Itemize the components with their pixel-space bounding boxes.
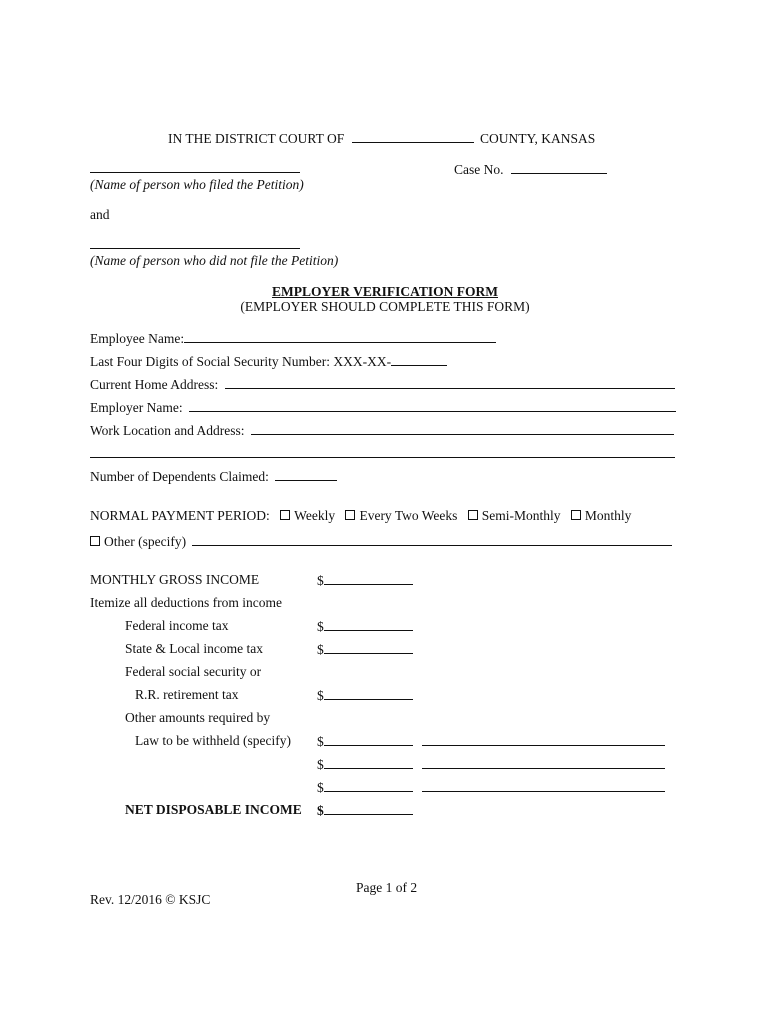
currency-symbol: $ [317,780,324,795]
other-amount-3 [317,779,413,796]
form-subtitle: (EMPLOYER SHOULD COMPLETE THIS FORM) [240,299,530,314]
ssn-blank[interactable] [391,353,447,366]
and-text: and [90,207,110,222]
federal-tax-amount [317,618,413,635]
net-income-amount [317,802,413,819]
home-address-label: Current Home Address: [90,377,219,392]
respondent-name-line[interactable] [90,248,300,249]
option-every-two-weeks[interactable] [345,508,457,523]
gross-income-label: MONTHLY GROSS INCOME [90,572,260,587]
other-specify-blank[interactable] [192,533,672,546]
other-amount-2-blank[interactable] [324,756,413,769]
other-period-row [90,533,672,550]
court-header [168,130,595,147]
payment-period-row [90,508,631,524]
state-tax-blank[interactable] [324,641,413,654]
checkbox-icon[interactable] [345,510,355,520]
employer-name-label: Employer Name: [90,400,183,415]
work-location-label: Work Location and Address: [90,423,245,438]
state-tax-label: State & Local income tax [125,641,263,656]
gross-income-blank[interactable] [324,572,413,585]
employer-name-row [90,399,676,416]
itemize-label: Itemize all deductions from income [90,595,282,610]
other-amounts-line2: Law to be withheld (specify) [135,733,291,748]
case-no-label: Case No. [454,162,504,177]
case-number [454,161,607,178]
checkbox-icon[interactable] [571,510,581,520]
work-location-row [90,422,674,439]
option-weekly[interactable] [280,508,335,523]
option-weekly-label: Weekly [294,508,336,523]
option-semi-monthly-label: Semi-Monthly [481,508,561,523]
federal-tax-blank[interactable] [324,618,413,631]
checkbox-icon[interactable] [280,510,290,520]
form-title: EMPLOYER VERIFICATION FORM [271,284,498,299]
checkbox-icon[interactable] [90,536,100,546]
option-semi-monthly[interactable] [468,508,561,523]
option-other[interactable] [90,534,186,549]
dependents-label: Number of Dependents Claimed: [90,469,269,484]
other-specify-2-line[interactable] [422,768,665,769]
net-income-blank[interactable] [324,802,413,815]
other-amount-3-blank[interactable] [324,779,413,792]
currency-symbol: $ [317,619,324,634]
option-monthly[interactable] [571,508,632,523]
employee-name-row [90,330,496,347]
work-address-line-2[interactable] [90,457,675,458]
court-suffix: COUNTY, KANSAS [479,131,596,146]
option-monthly-label: Monthly [584,508,632,523]
respondent-caption: (Name of person who did not file the Petition) [90,253,339,268]
net-income-label: NET DISPOSABLE INCOME [125,802,302,817]
employer-name-blank[interactable] [189,399,676,412]
ssn-label: Last Four Digits of Social Security Number: XXX-XX- [90,354,392,369]
fss-label-line2: R.R. retirement tax [135,687,239,702]
employee-name-label: Employee Name: [90,331,185,346]
currency-symbol: $ [317,688,324,703]
dependents-row [90,468,337,485]
petitioner-caption: (Name of person who filed the Petition) [90,177,304,192]
other-amount-2 [317,756,413,773]
other-amounts-line1: Other amounts required by [125,710,271,725]
other-amount-1-blank[interactable] [324,733,413,746]
court-prefix: IN THE DISTRICT COURT OF [168,131,345,146]
currency-symbol: $ [317,573,324,588]
fss-label-line1: Federal social security or [125,664,262,679]
page-number: Page 1 of 2 [356,880,418,895]
other-specify-3-line[interactable] [422,791,665,792]
payment-period-label: NORMAL PAYMENT PERIOD: [90,508,270,523]
currency-symbol: $ [317,734,324,749]
state-tax-amount [317,641,413,658]
revision-note: Rev. 12/2016 © KSJC [90,892,211,907]
fss-amount [317,687,413,704]
other-specify-1-line[interactable] [422,745,665,746]
employee-name-blank[interactable] [184,330,496,343]
federal-tax-label: Federal income tax [125,618,229,633]
ssn-row [90,353,447,370]
currency-symbol: $ [317,803,324,818]
petitioner-name-line[interactable] [90,172,300,173]
dependents-blank[interactable] [275,468,337,481]
county-blank[interactable] [352,130,474,143]
option-other-label: Other (specify) [104,534,187,549]
work-location-blank[interactable] [251,422,674,435]
fss-blank[interactable] [324,687,413,700]
currency-symbol: $ [317,642,324,657]
checkbox-icon[interactable] [468,510,478,520]
home-address-row [90,376,675,393]
home-address-blank[interactable] [225,376,675,389]
case-no-blank[interactable] [511,161,607,174]
gross-income-amount [317,572,413,589]
option-every-two-weeks-label: Every Two Weeks [359,508,458,523]
other-amount-1 [317,733,413,750]
currency-symbol: $ [317,757,324,772]
